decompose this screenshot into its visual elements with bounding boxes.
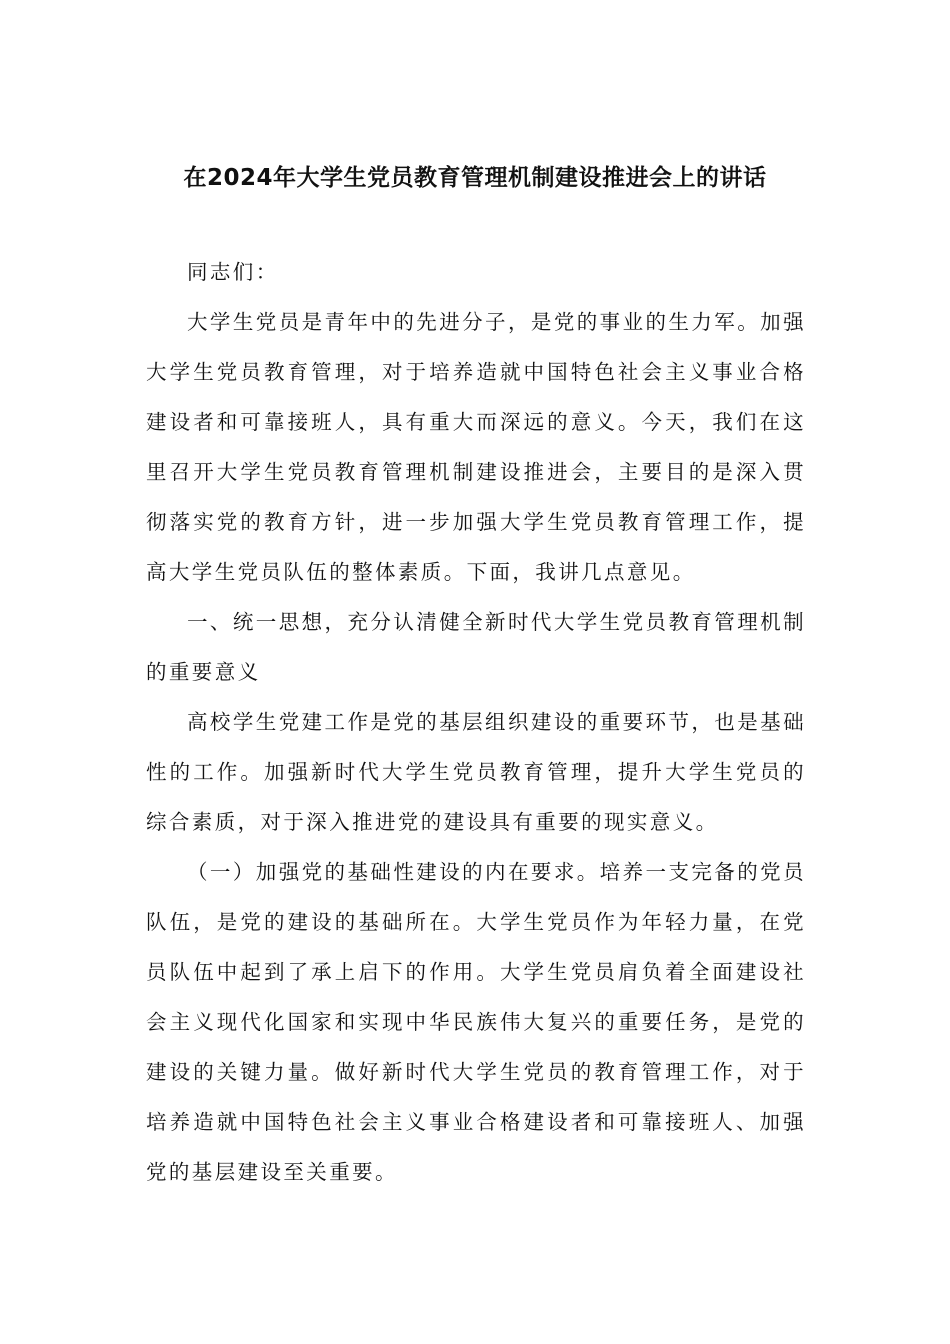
salutation: 同志们： [187,260,279,284]
page-title: 在2024年大学生党员教育管理机制建设推进会上的讲话 [183,165,767,191]
intro-paragraph: 大学生党员是青年中的先进分子，是党的事业的生力军。加强大学生党员教育管理，对于培养造就中国特色社会主义事业合格建设者和可靠接班人，具有重大而深远的意义。今天，我们在这里召开大学生党员教育管理机制建设推进会，主要目的是深入贯彻落实党的教育方针，进一步加强大学生党员教育管理工作，提高大学生党员队伍的整体素质。下面，我讲几点意见。 [146,310,806,584]
section-paragraph: 高校学生党建工作是党的基层组织建设的重要环节，也是基础性的工作。加强新时代大学生党员教育管理，提升大学生党员的综合素质，对于深入推进党的建设具有重要的现实意义。 [146,710,806,834]
section-heading-1: 一、统一思想，充分认清健全新时代大学生党员教育管理机制的重要意义 [146,610,806,684]
subsection-paragraph-1: （一）加强党的基础性建设的内在要求。培养一支完备的党员队伍，是党的建设的基础所在。大学生党员作为年轻力量，在党员队伍中起到了承上启下的作用。大学生党员肩负着全面建设社会主义现代化国家和实现中华民族伟大复兴的重要任务，是党的建设的关键力量。做好新时代大学生党员的教育管理工作，对于培养造就中国特色社会主义事业合格建设者和可靠接班人、加强党的基层建设至关重要。 [146,860,806,1184]
document-body [146,247,806,1197]
